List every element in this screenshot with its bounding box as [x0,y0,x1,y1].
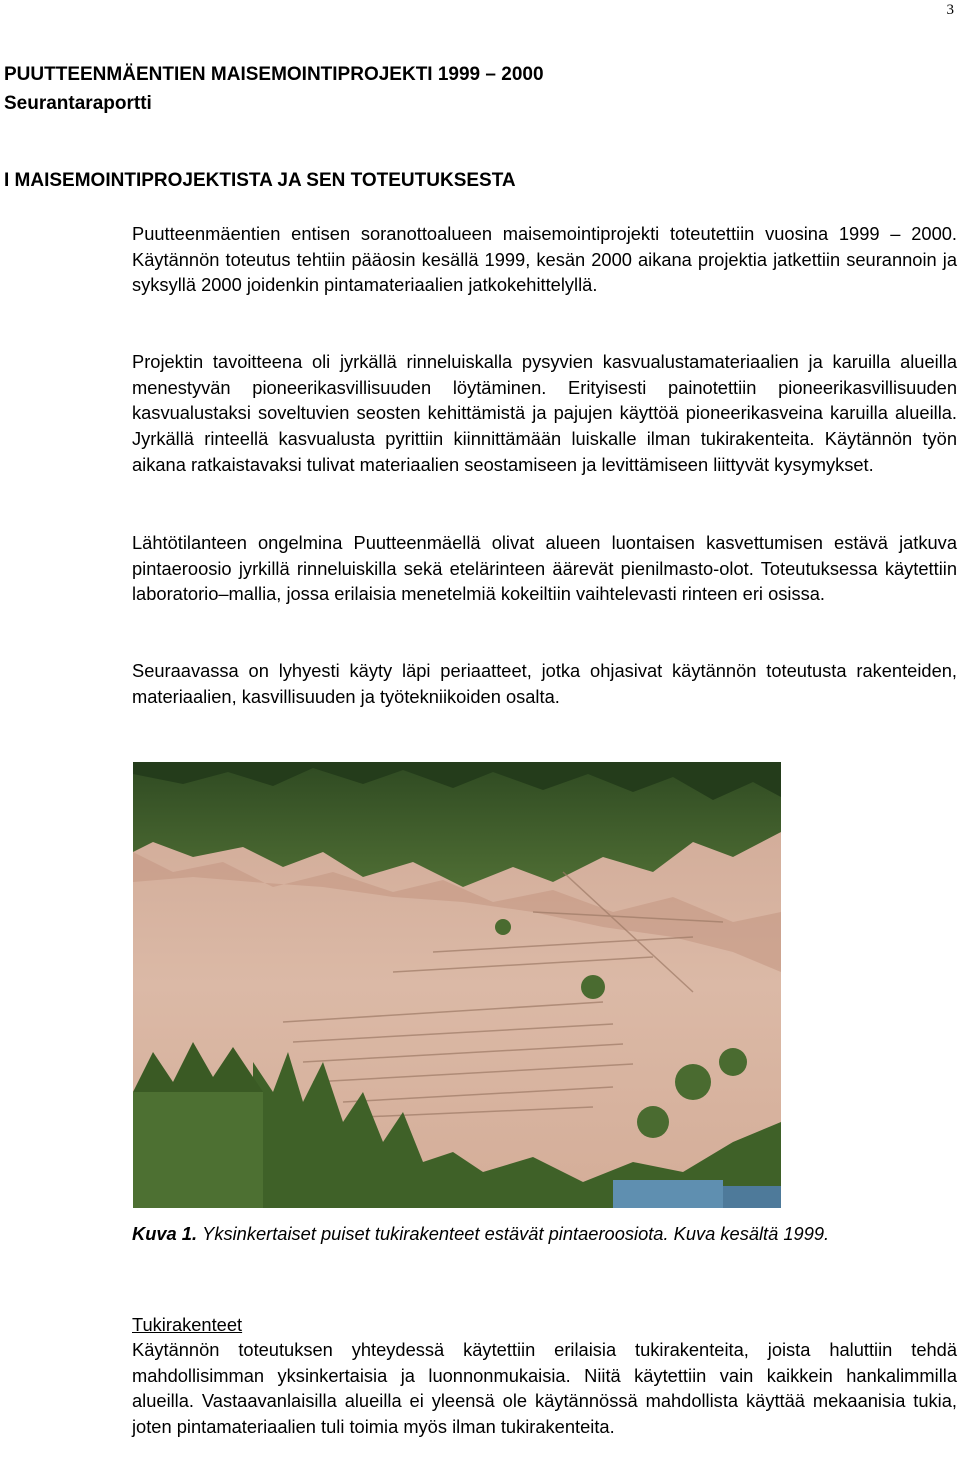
title-line-1: PUUTTEENMÄENTIEN MAISEMOINTIPROJEKTI 1999 – 2000 [4,64,544,85]
section-heading: I MAISEMOINTIPROJEKTISTA JA SEN TOTEUTUKSESTA [4,170,516,191]
caption-label: Kuva 1. [132,1223,198,1244]
page-number: 3 [946,2,954,18]
caption-text: Yksinkertaiset puiset tukirakenteet estävät pintaeroosiota. Kuva kesältä 1999. [202,1223,830,1244]
paragraph-problems: Lähtötilanteen ongelmina Puutteenmäellä olivat alueen luontaisen kasvettumisen estävä jatkuva pintaeroosio jyrkillä rinneluiskilla sekä etelärinteen äärevät pienilmasto-olot. Toteutuksessa käytettiin laboratorio–mallia, jossa erilaisia menetelmiä kokeiltiin vaihtelevasti rinteen eri osissa. [132,532,957,605]
figure-caption [132,1221,932,1247]
paragraph-goals: Projektin tavoitteena oli jyrkällä rinneluiskalla pysyvien kasvualustamateriaalien ja karuilla alueilla menestyvän pioneerikasvillisuuden löytäminen. Erityisesti painotettiin pioneerikasvillisuuden kasvualustaksi soveltuvien seosten kehittämistä ja pajujen käyttöä pioneerikasveina karuilla alueilla. Jyrkällä rinteellä kasvualusta pyrittiin kiinnittämään luiskalle ilman tukirakenteita. Käytännön työn aikana ratkaistavaksi tulivat materiaalien seostamiseen ja levittämiseen liittyvät kysymykset. [132,351,957,475]
slope-photo [133,762,781,1208]
paragraph-intro: Puutteenmäentien entisen soranottoalueen maisemointiprojekti toteutettiin vuosina 1999 – 2000. Käytännön toteutus tehtiin pääosin kesällä 1999, kesän 2000 aikana projektia jatkettiin seurannoin ja syksyllä 2000 joidenkin pintamateriaalien jatkokehittelyllä. [132,223,957,296]
paragraph-overview: Seuraavassa on lyhyesti käyty läpi periaatteet, jotka ohjasivat käytännön toteutusta rakenteiden, materiaalien, kasvillisuuden ja työtekniikoiden osalta. [132,660,957,707]
title-line-2: Seurantaraportti [4,93,152,114]
document-title [4,60,544,118]
paragraph-support-structures: Käytännön toteutuksen yhteydessä käytettiin erilaisia tukirakenteita, joista haluttiin tehdä mahdollisimman yksinkertaisia ja luonnonmukaisia. Niitä käytettiin vain kaikkein hankalimmilla alueilla. Vastaavanlaisilla alueilla ei yleensä ole käytännössä mahdollista käyttää mekaanisia tukia, joten pintamateriaalien tuli toimia myös ilman tukirakenteita. [132,1339,957,1438]
subsection-heading: Tukirakenteet [132,1314,243,1335]
